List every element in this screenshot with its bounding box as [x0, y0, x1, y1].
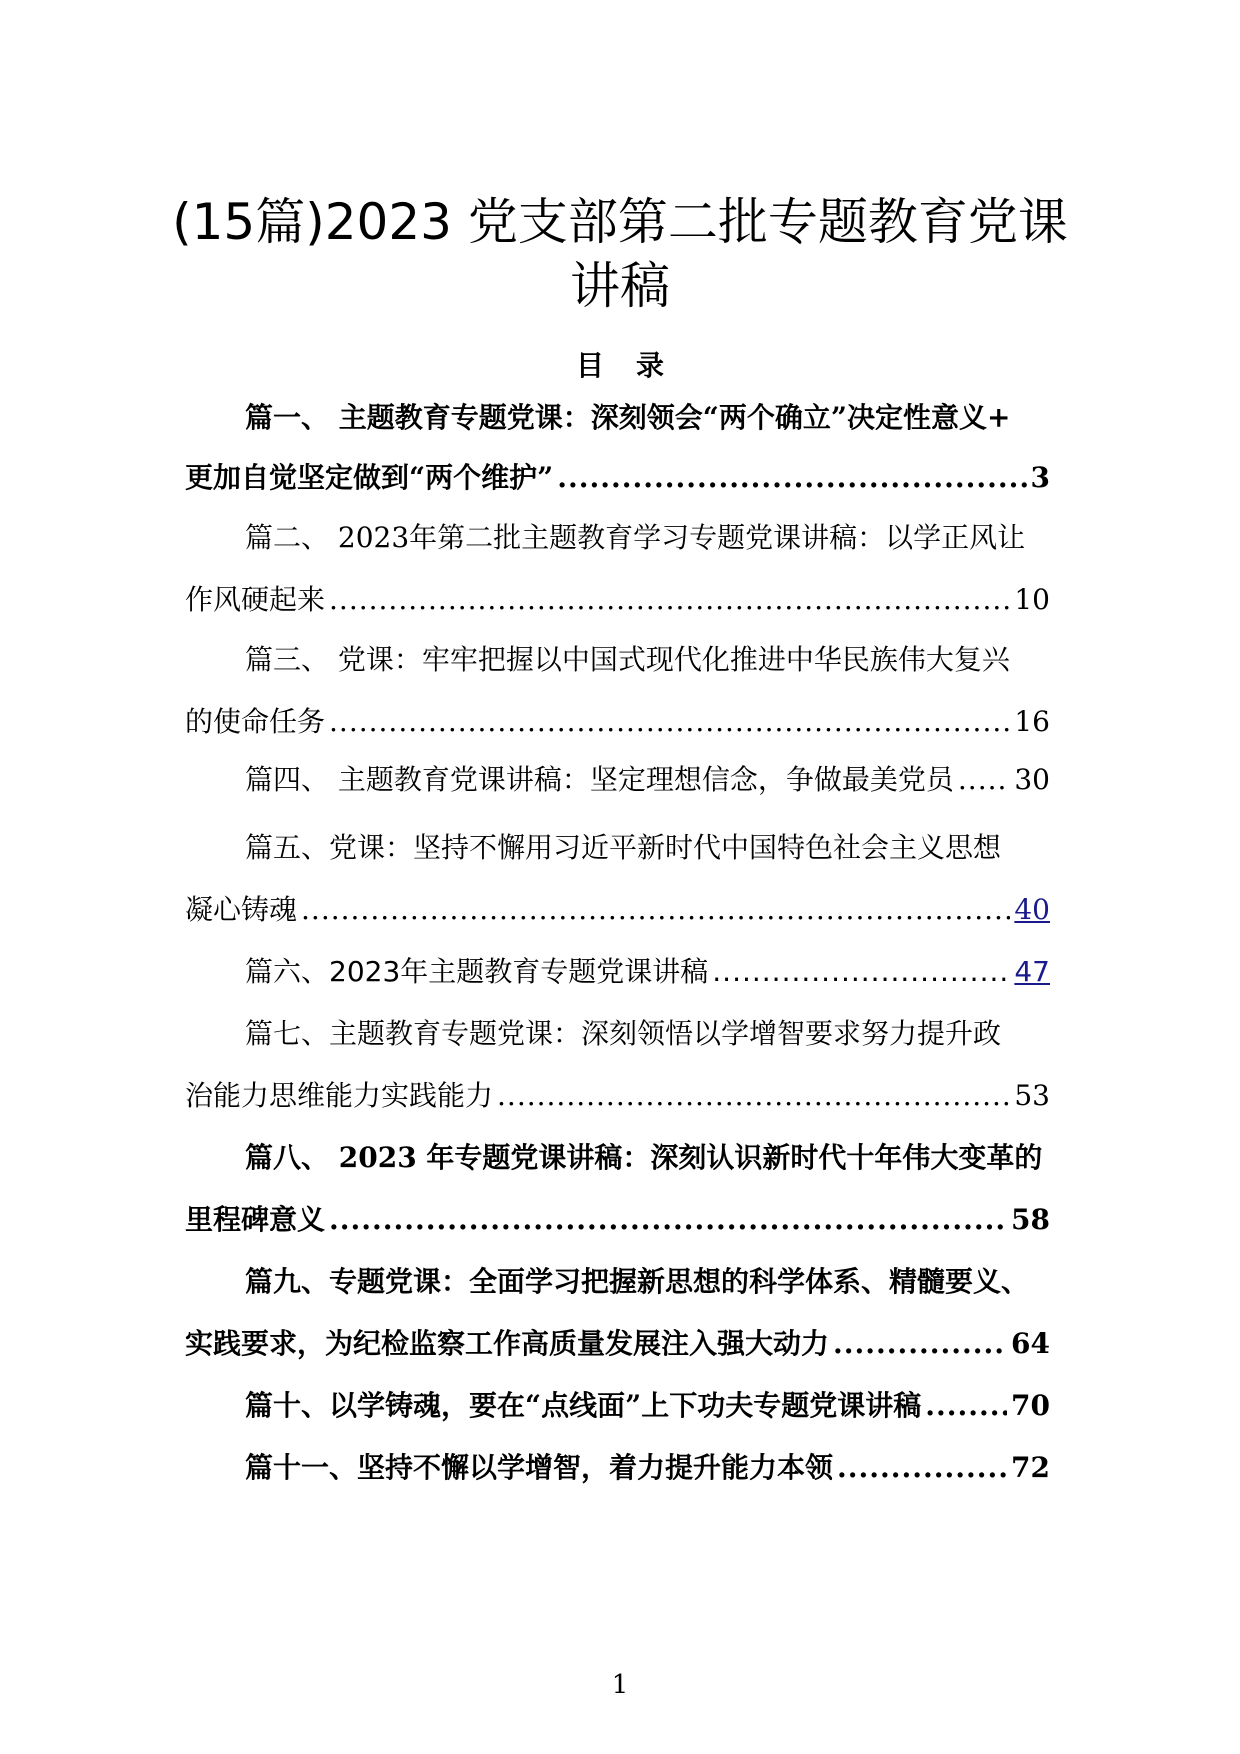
toc-entry-2-line-2[interactable]	[185, 580, 1050, 620]
toc-entry-text: 篇九、专题党课：全面学习把握新思想的科学体系、精髓要义、	[245, 1265, 1030, 1298]
toc-entry-7-line-2[interactable]	[185, 1076, 1050, 1116]
toc-page-number: 70	[1011, 1389, 1050, 1422]
toc-entry-8-line-1[interactable]	[185, 1138, 1050, 1178]
toc-entry-5-line-1[interactable]	[185, 828, 1050, 868]
toc-entry-text: 篇八、 2023 年专题党课讲稿：深刻认识新时代十年伟大变革的	[245, 1141, 1043, 1174]
toc-page-number: 16	[1014, 705, 1050, 738]
toc-leader-dots	[329, 580, 1010, 620]
toc-leader-dots	[958, 760, 1010, 800]
page-title	[150, 190, 1090, 318]
toc-leader-dots	[712, 952, 1010, 992]
toc-entry-text: 实践要求，为纪检监察工作高质量发展注入强大动力	[185, 1327, 830, 1360]
toc-page-number: 72	[1011, 1451, 1050, 1484]
toc-entry-text: 更加自觉坚定做到“两个维护”	[185, 461, 554, 494]
page-number: 1	[611, 1670, 629, 1700]
toc-leader-dots	[301, 890, 1010, 930]
toc-heading	[0, 344, 1240, 384]
toc-page-number: 58	[1011, 1203, 1050, 1236]
toc-entry-text: 篇二、 2023年第二批主题教育学习专题党课讲稿：以学正风让	[245, 521, 1026, 554]
toc-entry-text: 治能力思维能力实践能力	[185, 1079, 494, 1112]
toc-leader-dots	[837, 1448, 1007, 1488]
toc-entry-text: 篇七、主题教育专题党课：深刻领悟以学增智要求努力提升政	[245, 1017, 1002, 1050]
toc-entry-1-line-2[interactable]	[185, 458, 1050, 498]
toc-entry-6[interactable]	[185, 952, 1050, 992]
toc-heading-char-2: 录	[636, 349, 665, 382]
toc-entry-11[interactable]	[185, 1448, 1050, 1488]
toc-entry-7-line-1[interactable]	[185, 1014, 1050, 1054]
toc-entry-9-line-2[interactable]	[185, 1324, 1050, 1364]
toc-leader-dots	[329, 1200, 1007, 1240]
toc-entry-8-line-2[interactable]	[185, 1200, 1050, 1240]
toc-page-number: 10	[1014, 583, 1050, 616]
toc-entry-3-line-2[interactable]	[185, 702, 1050, 742]
toc-entry-5-line-2[interactable]	[185, 890, 1050, 930]
toc-entry-4[interactable]	[185, 760, 1050, 800]
toc-entry-1-line-1[interactable]	[185, 398, 1050, 438]
toc-heading-char-1: 目	[575, 349, 604, 382]
toc-entry-10[interactable]	[185, 1386, 1050, 1426]
toc-entry-text: 篇五、党课：坚持不懈用习近平新时代中国特色社会主义思想	[245, 831, 1002, 864]
toc-entry-text: 篇十、以学铸魂，要在“点线面”上下功夫专题党课讲稿	[245, 1389, 922, 1422]
toc-entry-9-line-1[interactable]	[185, 1262, 1050, 1302]
toc-leader-dots	[497, 1076, 1010, 1116]
toc-entry-text: 篇三、 党课：牢牢把握以中国式现代化推进中华民族伟大复兴	[245, 643, 1010, 676]
toc-entry-2-line-1[interactable]	[185, 518, 1050, 558]
toc-leader-dots	[925, 1386, 1007, 1426]
toc-entry-text: 作风硬起来	[185, 583, 326, 616]
toc-entry-text: 里程碑意义	[185, 1203, 326, 1236]
toc-page-number: 30	[1014, 763, 1050, 796]
toc-leader-dots	[833, 1324, 1007, 1364]
toc-leader-dots	[557, 458, 1026, 498]
toc-entry-3-line-1[interactable]	[185, 640, 1050, 680]
title-line-1: (15篇)2023 党支部第二批专题教育党课	[172, 193, 1068, 251]
toc-entry-text: 篇一、 主题教育专题党课：深刻领会“两个确立”决定性意义+	[245, 401, 1011, 434]
toc-page-link[interactable]: 40	[1014, 893, 1050, 926]
toc-entry-text: 篇六、2023年主题教育专题党课讲稿	[245, 955, 709, 988]
toc-page-number: 64	[1011, 1327, 1050, 1360]
toc-entry-text: 凝心铸魂	[185, 893, 298, 926]
toc-page-number: 3	[1030, 461, 1050, 494]
toc-page-number: 53	[1014, 1079, 1050, 1112]
title-line-2: 讲稿	[570, 257, 670, 315]
toc-entry-text: 篇十一、坚持不懈以学增智，着力提升能力本领	[245, 1451, 834, 1484]
toc-page-link[interactable]: 47	[1014, 955, 1050, 988]
toc-leader-dots	[329, 702, 1010, 742]
toc-entry-text: 篇四、 主题教育党课讲稿：坚定理想信念，争做最美党员	[245, 763, 954, 796]
toc-entry-text: 的使命任务	[185, 705, 326, 738]
